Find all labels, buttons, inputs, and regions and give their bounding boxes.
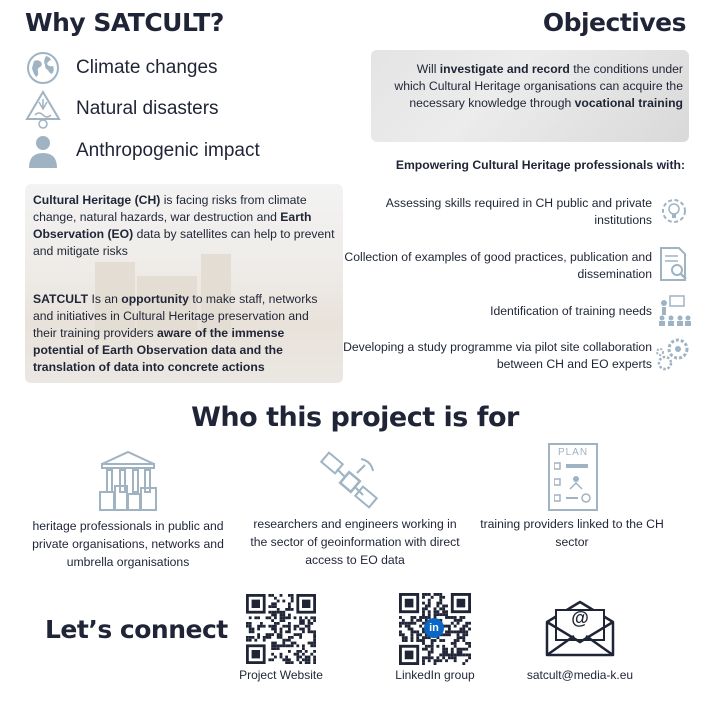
audience-text: researchers and engineers working in the sector of geoinformation with direct access to EO data	[250, 517, 460, 567]
objectives-title: Objectives	[542, 8, 686, 37]
empowering-heading: Empowering Cultural Heritage professionals with:	[395, 158, 685, 172]
cultural-heritage-box	[25, 184, 343, 383]
at-symbol: @	[571, 608, 589, 628]
gears-icon	[656, 336, 692, 372]
website-qr-code[interactable]	[246, 594, 316, 669]
objective-item: Identification of training needs	[490, 304, 652, 318]
person-icon	[25, 133, 61, 169]
reason-disasters	[25, 89, 219, 129]
objective-item: Collection of examples of good practices, publication and dissemination	[344, 250, 652, 281]
objective-item: Developing a study programme via pilot site collaboration between CH and EO experts	[343, 340, 652, 371]
satellite-icon	[319, 451, 383, 515]
reason-climate	[25, 48, 218, 88]
audience-text: heritage professionals in public and private organisations, networks and umbrella organisations	[32, 519, 224, 569]
training-icon	[656, 293, 692, 329]
website-label: Project Website	[239, 668, 323, 682]
reason-anthropogenic	[25, 131, 260, 171]
why-satcult-title: Why SATCULT?	[25, 8, 224, 37]
linkedin-icon: in	[424, 618, 444, 638]
museum-icon	[96, 448, 160, 512]
objectives-box	[371, 50, 689, 142]
ch-paragraph-2: SATCULT Is an opportunity to make staff, networks and initiatives in Cultural Heritage preservation and their training providers aware of the immense potential of Earth Observation data and the translation of data into concrete actions	[33, 292, 318, 374]
email-address[interactable]: satcult@media-k.eu	[526, 668, 634, 682]
document-search-icon	[656, 246, 692, 282]
gear-bulb-icon	[656, 193, 692, 229]
linkedin-qr-code[interactable]	[397, 593, 473, 670]
ch-paragraph-1: Cultural Heritage (CH) is facing risks from climate change, natural hazards, war destruction and Earth Observation (EO) data by satellites can help to prevent and mitigate risks	[33, 193, 335, 258]
who-title: Who this project is for	[191, 402, 519, 433]
reason-label: Anthropogenic impact	[76, 140, 260, 161]
plan-icon-word: PLAN	[557, 447, 589, 458]
objective-item: Assessing skills required in CH public and private institutions	[385, 196, 652, 227]
objectives-box-text: Will investigate and record the conditions under which Cultural Heritage organisations can acquire the necessary knowledge through vocational training	[394, 62, 683, 110]
linkedin-label: LinkedIn group	[395, 668, 475, 682]
email-envelope-icon[interactable]	[544, 600, 616, 658]
audience-text: training providers linked to the CH sector	[480, 517, 664, 549]
warning-icon	[25, 91, 61, 127]
plan-icon	[548, 443, 598, 511]
reason-label: Natural disasters	[76, 98, 219, 119]
globe-icon	[25, 50, 61, 86]
connect-title: Let’s connect	[45, 615, 228, 644]
reason-label: Climate changes	[76, 57, 218, 78]
